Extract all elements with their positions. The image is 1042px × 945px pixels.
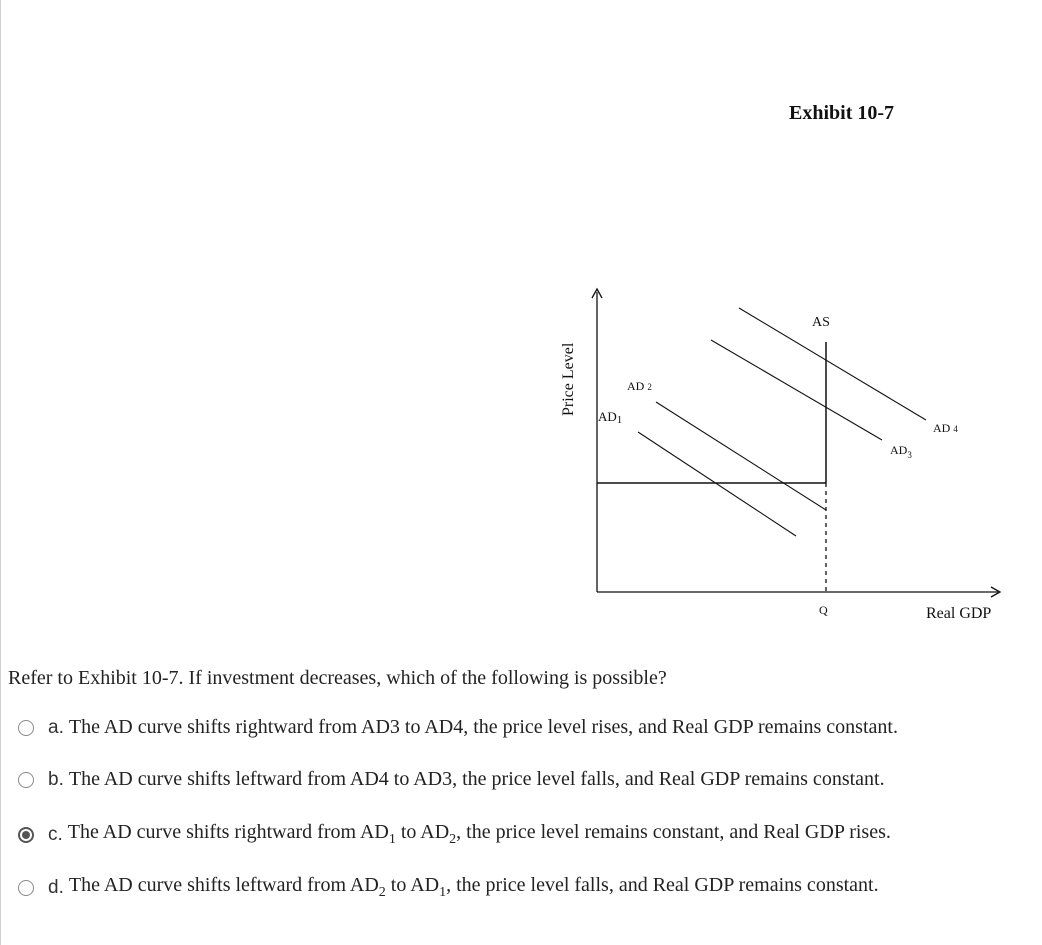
ad3-label: $AD_3$ — [890, 443, 912, 460]
ad2-curve — [656, 402, 826, 510]
option-d-letter: d. — [48, 876, 64, 898]
option-b-letter: b. — [48, 768, 64, 790]
x-axis-label: Real GDP — [926, 605, 992, 622]
exhibit-title: Exhibit 10-7 — [789, 102, 895, 124]
as-curve-label: AS — [812, 315, 830, 330]
ad1-curve — [638, 432, 796, 536]
option-b-text: The AD curve shifts leftward from AD4 to AD3, the price level falls, and Real GDP remains constant. — [68, 768, 885, 790]
option-d-radio[interactable] — [18, 880, 34, 896]
option-c-letter: c. — [48, 823, 63, 845]
question-text: Refer to Exhibit 10-7. If investment decreases, which of the following is possible? — [8, 667, 667, 689]
option-a-letter: a. — [48, 716, 64, 738]
option-a-text: The AD curve shifts rightward from AD3 to AD4, the price level rises, and Real GDP remains constant. — [68, 716, 898, 738]
ad1-label: AD1 — [598, 409, 623, 426]
x-tick-label-q: Q — [819, 603, 828, 617]
option-c-text: The AD curve shifts rightward from $AD_1$ to $AD_2$, the price level remains constant, and Real GDP rises. — [67, 821, 891, 847]
option-b-radio[interactable] — [18, 772, 34, 788]
option-d[interactable] — [18, 874, 879, 901]
option-b[interactable] — [18, 768, 885, 791]
option-c-radio[interactable] — [18, 827, 34, 843]
ad4-curve — [739, 308, 926, 420]
option-c[interactable] — [18, 821, 891, 848]
ad2-label: AD 2 — [627, 379, 652, 393]
option-a[interactable] — [18, 716, 898, 739]
option-d-text: The AD curve shifts leftward from $AD_2$ to $AD_1$, the price level falls, and Real GDP remains constant. — [68, 874, 879, 900]
ad4-label: AD 4 — [933, 421, 958, 435]
ad3-curve — [711, 340, 882, 440]
option-a-radio[interactable] — [18, 720, 34, 736]
y-axis-label: Price Level — [560, 342, 577, 416]
